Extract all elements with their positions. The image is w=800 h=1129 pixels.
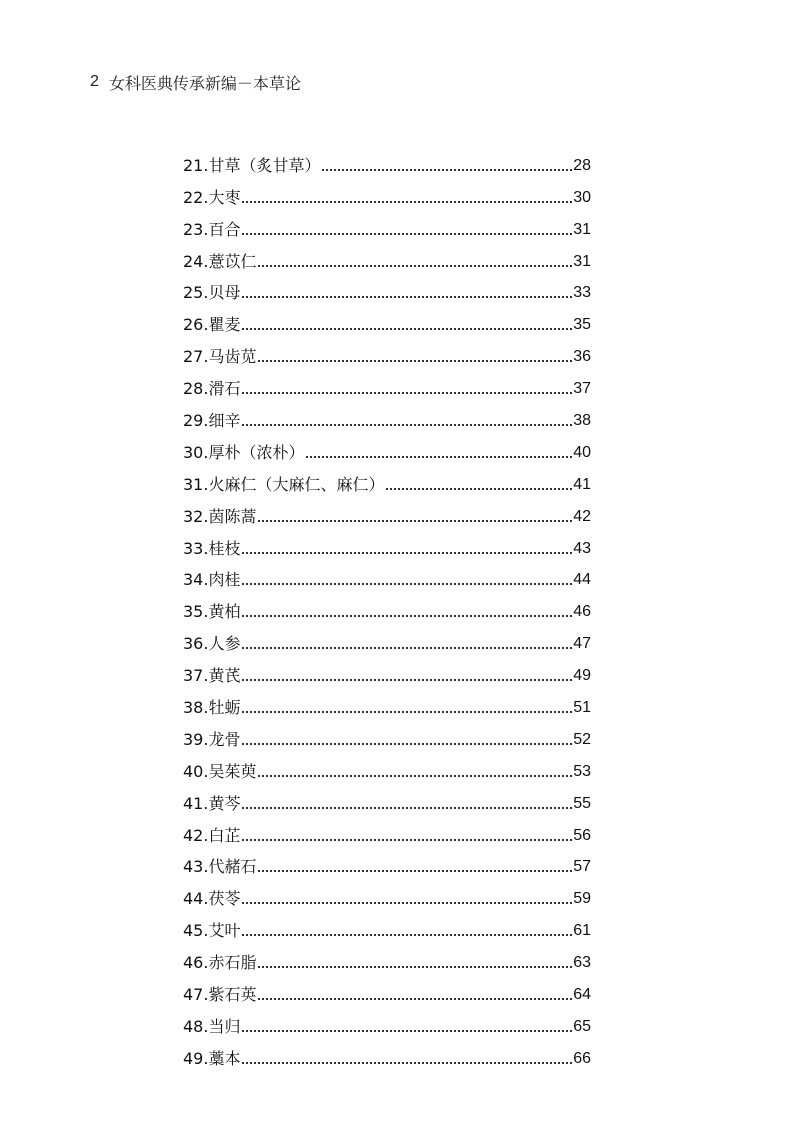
toc-entry[interactable]	[183, 815, 591, 847]
toc-entry-page: 63	[573, 954, 591, 972]
dot-leader	[258, 775, 572, 777]
toc-entry-title: 26.瞿麦	[183, 315, 241, 335]
toc-entry-title: 32.茵陈蒿	[183, 506, 257, 526]
dot-leader	[242, 201, 572, 203]
table-of-contents	[183, 145, 591, 1070]
dot-leader	[258, 966, 572, 968]
toc-entry[interactable]	[183, 847, 591, 879]
toc-entry-page: 57	[573, 858, 591, 876]
toc-entry-page: 55	[573, 794, 591, 812]
toc-entry[interactable]	[183, 1038, 591, 1070]
toc-entry-page: 40	[573, 443, 591, 461]
toc-entry-title: 47.紫石英	[183, 985, 257, 1005]
toc-entry-title: 44.茯苓	[183, 889, 241, 909]
toc-entry-title: 46.赤石脂	[183, 953, 257, 973]
toc-entry-title: 24.薏苡仁	[183, 251, 257, 271]
toc-entry-title: 42.白芷	[183, 825, 241, 845]
toc-entry[interactable]	[183, 528, 591, 560]
dot-leader	[242, 296, 572, 298]
toc-entry-page: 49	[573, 667, 591, 685]
toc-entry[interactable]	[183, 336, 591, 368]
toc-entry[interactable]	[183, 910, 591, 942]
dot-leader	[242, 647, 572, 649]
page-number: 2	[90, 73, 99, 90]
toc-entry-title: 21.甘草（炙甘草）	[183, 155, 321, 175]
toc-entry[interactable]	[183, 464, 591, 496]
dot-leader	[242, 679, 572, 681]
dot-leader	[258, 520, 572, 522]
toc-entry-title: 23.百合	[183, 219, 241, 239]
toc-entry-page: 66	[573, 1049, 591, 1067]
toc-entry-page: 30	[573, 188, 591, 206]
toc-entry-title: 49.藁本	[183, 1048, 241, 1068]
dot-leader	[258, 870, 572, 872]
toc-entry-title: 43.代赭石	[183, 857, 257, 877]
toc-entry-page: 42	[573, 507, 591, 525]
toc-entry-page: 59	[573, 890, 591, 908]
toc-entry-page: 46	[573, 603, 591, 621]
dot-leader	[242, 934, 572, 936]
dot-leader	[242, 583, 572, 585]
dot-leader	[242, 392, 572, 394]
toc-entry-page: 31	[573, 252, 591, 270]
toc-entry-title: 31.火麻仁（大麻仁、麻仁）	[183, 474, 385, 494]
toc-entry-page: 51	[573, 699, 591, 717]
dot-leader	[258, 998, 572, 1000]
toc-entry[interactable]	[183, 241, 591, 273]
toc-entry-page: 52	[573, 730, 591, 748]
dot-leader	[386, 488, 572, 490]
dot-leader	[242, 743, 572, 745]
toc-entry-page: 28	[573, 156, 591, 174]
toc-entry-title: 33.桂枝	[183, 538, 241, 558]
toc-entry-title: 22.大枣	[183, 187, 241, 207]
dot-leader	[242, 1062, 572, 1064]
toc-entry-title: 37.黄芪	[183, 666, 241, 686]
toc-entry[interactable]	[183, 719, 591, 751]
toc-entry-page: 64	[573, 986, 591, 1004]
toc-entry-page: 44	[573, 571, 591, 589]
toc-entry-page: 65	[573, 1017, 591, 1035]
toc-entry[interactable]	[183, 942, 591, 974]
toc-entry-title: 35.黄柏	[183, 602, 241, 622]
dot-leader	[242, 1030, 572, 1032]
toc-entry[interactable]	[183, 560, 591, 592]
toc-entry-title: 30.厚朴（浓朴）	[183, 442, 305, 462]
toc-entry[interactable]	[183, 783, 591, 815]
dot-leader	[322, 169, 572, 171]
toc-entry-page: 36	[573, 348, 591, 366]
dot-leader	[242, 328, 572, 330]
dot-leader	[242, 839, 572, 841]
toc-entry[interactable]	[183, 400, 591, 432]
toc-entry-title: 36.人参	[183, 634, 241, 654]
toc-entry[interactable]	[183, 591, 591, 623]
toc-entry[interactable]	[183, 496, 591, 528]
toc-entry-page: 61	[573, 922, 591, 940]
toc-entry[interactable]	[183, 655, 591, 687]
toc-entry[interactable]	[183, 145, 591, 177]
dot-leader	[258, 360, 572, 362]
toc-entry-title: 39.龙骨	[183, 729, 241, 749]
toc-entry-page: 35	[573, 316, 591, 334]
dot-leader	[242, 711, 572, 713]
book-title: 女科医典传承新编－本草论	[108, 73, 301, 93]
toc-entry[interactable]	[183, 623, 591, 655]
toc-entry-page: 53	[573, 762, 591, 780]
toc-entry[interactable]	[183, 368, 591, 400]
toc-entry-page: 37	[573, 380, 591, 398]
toc-entry[interactable]	[183, 751, 591, 783]
toc-entry-page: 56	[573, 826, 591, 844]
toc-entry-title: 25.贝母	[183, 283, 241, 303]
toc-entry[interactable]	[183, 974, 591, 1006]
toc-entry-page: 31	[573, 220, 591, 238]
dot-leader	[242, 233, 572, 235]
toc-entry[interactable]	[183, 1006, 591, 1038]
toc-entry[interactable]	[183, 209, 591, 241]
dot-leader	[242, 902, 572, 904]
toc-entry-page: 47	[573, 635, 591, 653]
dot-leader	[242, 615, 572, 617]
dot-leader	[242, 807, 572, 809]
dot-leader	[242, 424, 572, 426]
dot-leader	[242, 552, 572, 554]
toc-entry-title: 48.当归	[183, 1016, 241, 1036]
toc-entry[interactable]	[183, 878, 591, 910]
toc-entry-title: 29.细辛	[183, 411, 241, 431]
toc-entry[interactable]	[183, 273, 591, 305]
dot-leader	[306, 456, 572, 458]
toc-entry-page: 43	[573, 539, 591, 557]
toc-entry-title: 40.吴茱萸	[183, 761, 257, 781]
toc-entry-title: 28.滑石	[183, 379, 241, 399]
toc-entry[interactable]	[183, 432, 591, 464]
toc-entry[interactable]	[183, 687, 591, 719]
toc-entry-title: 38.牡蛎	[183, 698, 241, 718]
toc-entry[interactable]	[183, 304, 591, 336]
toc-entry-title: 27.马齿苋	[183, 347, 257, 367]
toc-entry-page: 33	[573, 284, 591, 302]
toc-entry[interactable]	[183, 177, 591, 209]
toc-entry-title: 41.黄芩	[183, 793, 241, 813]
running-header	[90, 68, 301, 96]
toc-entry-title: 45.艾叶	[183, 921, 241, 941]
toc-entry-page: 38	[573, 412, 591, 430]
dot-leader	[258, 265, 572, 267]
toc-entry-title: 34.肉桂	[183, 570, 241, 590]
toc-entry-page: 41	[573, 475, 591, 493]
